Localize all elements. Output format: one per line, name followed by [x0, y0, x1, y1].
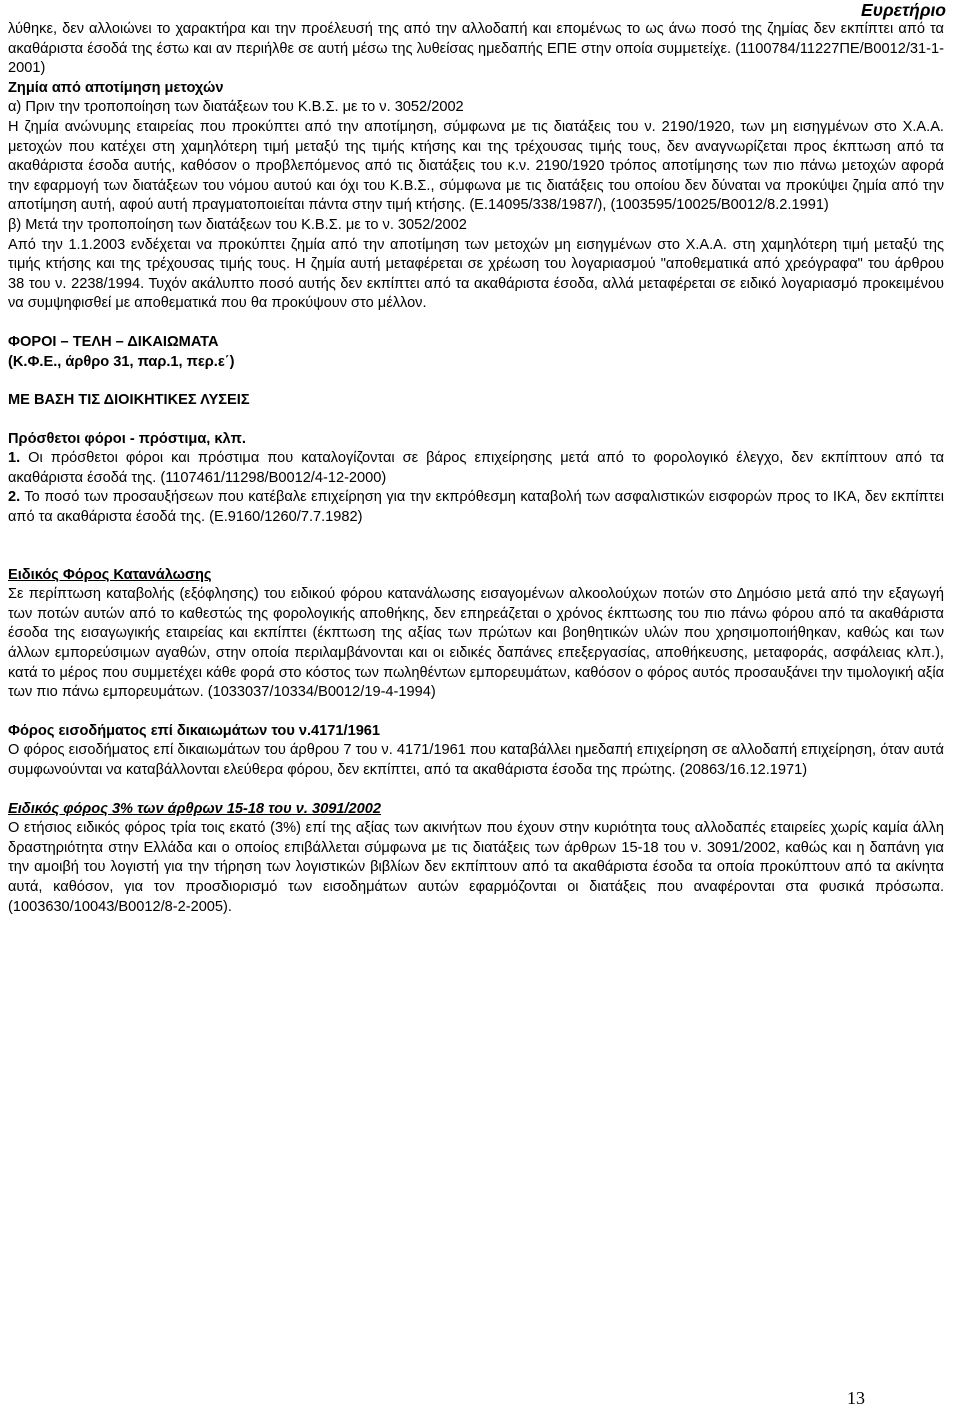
- paragraph-text: (Κ.Φ.Ε., άρθρο 31, παρ.1, περ.ε΄): [8, 353, 235, 370]
- paragraph: [8, 353, 944, 373]
- paragraph-text: Πρόσθετοι φόροι - πρόστιμα, κλπ.: [8, 430, 246, 447]
- paragraph: [8, 566, 944, 586]
- item-number: 1.: [8, 450, 21, 467]
- paragraph-text: Οι πρόσθετοι φόροι και πρόστιμα που καταλογίζονται σε βάρος επιχείρησης μετά από το φορολογικό έλεγχο, δεν εκπίπτουν από τα ακαθάριστα έσοδά της. (1107461/11298/Β0012/4-12-2000): [8, 450, 944, 486]
- page-number: 13: [847, 1388, 865, 1408]
- paragraph: [8, 800, 944, 820]
- paragraph-text: ΜΕ ΒΑΣΗ ΤΙΣ ΔΙΟΙΚΗΤΙΚΕΣ ΛΥΣΕΙΣ: [8, 392, 250, 409]
- paragraph: [8, 333, 944, 353]
- paragraph-text: Από την 1.1.2003 ενδέχεται να προκύπτει ζημία από την αποτίμηση των μετοχών μη εισηγμένων στο Χ.Α.Α. στη χαμηλότερη τιμή μεταξύ της τιμής κτήσης και της τρέχουσας τιμής τους. Η ζημία αυτή μεταφέρεται σε χρέωση του λογαριασμού "αποθεματικά από χρεόγραφα" του άρθρου 38 του ν. 2238/1994. Τυχόν ακάλυπτο ποσό αυτής δεν εκπίπτει από τα ακαθάριστα έσοδα, αλλά μεταφέρεται σε ειδικό λογαριασμό προκειμένου να συμψηφισθεί με αποθεματικά που θα προκύψουν στο μέλλον.: [8, 236, 944, 312]
- paragraph-text: ΦΟΡΟΙ – ΤΕΛΗ – ΔΙΚΑΙΩΜΑΤΑ: [8, 333, 219, 350]
- paragraph-text: α) Πριν την τροποποίηση των διατάξεων του Κ.Β.Σ. με το ν. 3052/2002: [8, 99, 464, 116]
- paragraph-text: Φόρος εισοδήματος επί δικαιωμάτων του ν.4171/1961: [8, 722, 381, 739]
- paragraph: [8, 391, 944, 411]
- paragraph: [8, 118, 944, 216]
- paragraph-text: β) Μετά την τροποποίηση των διατάξεων του Κ.Β.Σ. με το ν. 3052/2002: [8, 216, 467, 233]
- spacer: [8, 411, 944, 430]
- paragraph: [8, 585, 944, 703]
- paragraph: [8, 98, 944, 118]
- paragraph-text: Ο φόρος εισοδήματος επί δικαιωμάτων του άρθρου 7 του ν. 4171/1961 που καταβάλλει ημεδαπή επιχείρηση σε αλλοδαπή επιχείρηση, όταν αυτά συμφωνούνται να καταβάλλονται ελεύθερα φόρου, δεν εκπίπτει, από τα ακαθάριστα έσοδα της πρώτης. (20863/16.12.1971): [8, 742, 944, 778]
- paragraph: [8, 236, 944, 314]
- paragraph: [8, 488, 944, 527]
- paragraph: [8, 79, 944, 99]
- paragraph-text: Ο ετήσιος ειδικός φόρος τρία τοις εκατό (3%) επί της αξίας των ακινήτων που έχουν στην κυριότητα τους αλλοδαπές εταιρείες χωρίς καμία άλλη δραστηριότητα στην Ελλάδα και ο οποίος επιβάλλεται σύμφωνα με τις διατάξεις των άρθρων 15-18 του ν. 3091/2002, καθώς και η δαπάνη για την αμοιβή του λογιστή για την τήρηση των λογιστικών βιβλίων δεν εκπίπτουν από τα ακαθάριστα έσοδα τα οποία προκύπτουν από τα ακίνητα αυτά, καθόσον, για τον προσδιορισμό των εισοδημάτων αυτών εφαρμόζονται οι διατάξεις που αναφέρονται στα φυσικά πρόσωπα. (1003630/10043/Β0012/8-2-2005).: [8, 820, 944, 915]
- paragraph: [8, 216, 944, 236]
- paragraph-text: Σε περίπτωση καταβολής (εξόφλησης) του ειδικού φόρου κατανάλωσης εισαγομένων αλκοολούχων ποτών στο Δημόσιο μετά από την εξαγωγή των ποτών αυτών από το καθεστώς της φορολογικής αποθήκης, δεν επηρεάζεται ο χρόνος έκπτωσης του πιο πάνω φόρου από τα ακαθάριστα έσοδα της εισαγωγικής εταιρείας και εκπίπτει (έκπτωση της αξίας των πρώτων και βοηθητικών υλών που χρησιμοποιήθηκαν, καθώς και των άλλων εμπορεύσιμων αγαθών, στην οποία περιλαμβάνονται και οι ειδικές δαπάνες επεξεργασίας, αποθήκευσης, μεταφοράς, ασφάλειας κλπ.), κατά το μέρος που συμμετέχει κάθε φορά στο κόστος των πωληθέντων εμπορευμάτων, καθόσον ο φόρος αυτός προσαυξάνει την τιμολογική αξία των πιο πάνω εμπορευμάτων. (1033037/10334/Β0012/19-4-1994): [8, 586, 944, 701]
- spacer: [8, 314, 944, 333]
- paragraph-text: Ειδικός φόρος 3% των άρθρων 15-18 του ν. 3091/2002: [8, 800, 381, 817]
- paragraph: [8, 819, 944, 917]
- document-body: [8, 20, 944, 917]
- paragraph: [8, 741, 944, 780]
- paragraph-text: Το ποσό των προσαυξήσεων που κατέβαλε επιχείρηση για την εκπρόθεσμη καταβολή των ασφαλιστικών εισφορών προς το ΙΚΑ, δεν εκπίπτει από τα ακαθάριστα έσοδά της. (Ε.9160/1260/7.7.1982): [8, 489, 944, 526]
- spacer: [8, 703, 944, 722]
- paragraph: [8, 430, 944, 450]
- index-header: Ευρετήριο: [861, 0, 946, 20]
- paragraph: [8, 20, 944, 79]
- paragraph-text: Ειδικός Φόρος Κατανάλωσης: [8, 566, 212, 583]
- paragraph: [8, 722, 944, 742]
- spacer: [8, 781, 944, 800]
- spacer: [8, 372, 944, 391]
- item-number: 2.: [8, 489, 21, 506]
- paragraph-text: Ζημία από αποτίμηση μετοχών: [8, 79, 224, 96]
- spacer: [8, 547, 944, 566]
- paragraph-text: Η ζημία ανώνυμης εταιρείας που προκύπτει από την αποτίμηση, σύμφωνα με τις διατάξεις του ν. 2190/1920, των μη εισηγμένων στο Χ.Α.Α. μετοχών που κατέχει στη χαμηλότερη τιμή μεταξύ της τιμής κτήσης και της τρέχουσας τιμής τους, δεν αναγνωρίζεται προς έκπτωση από τα ακαθάριστα έσοδα αυτής, καθόσον ο προβλεπόμενος από τις διατάξεις του κ.ν. 2190/1920 τρόπος αποτίμησης των πιο πάνω μετοχών αφορά την εφαρμογή των διατάξεων του νόμου αυτού και όχι του Κ.Β.Σ., σύμφωνα με τις διατάξεις του οποίου δεν δύναται να προκύψει ζημία από την αποτίμηση αυτή, αφού αυτή πραγματοποιείται πάντα στην τιμή κτήσης. (Ε.14095/338/1987/), (1003595/10025/Β0012/8.2.1991): [8, 118, 944, 214]
- paragraph: [8, 449, 944, 488]
- paragraph-text: λύθηκε, δεν αλλοιώνει το χαρακτήρα και την προέλευσή της από την αλλοδαπή και επομένως το ως άνω ποσό της ζημίας δεν εκπίπτει από τα ακαθάριστα έσοδά της έστω και αν περιήλθε σε αυτή μέσω της λυθείσας ημεδαπής ΕΠΕ στην οποία συμμετείχε. (1100784/11227ΠΕ/Β0012/31-1-2001): [8, 21, 944, 77]
- spacer: [8, 528, 944, 547]
